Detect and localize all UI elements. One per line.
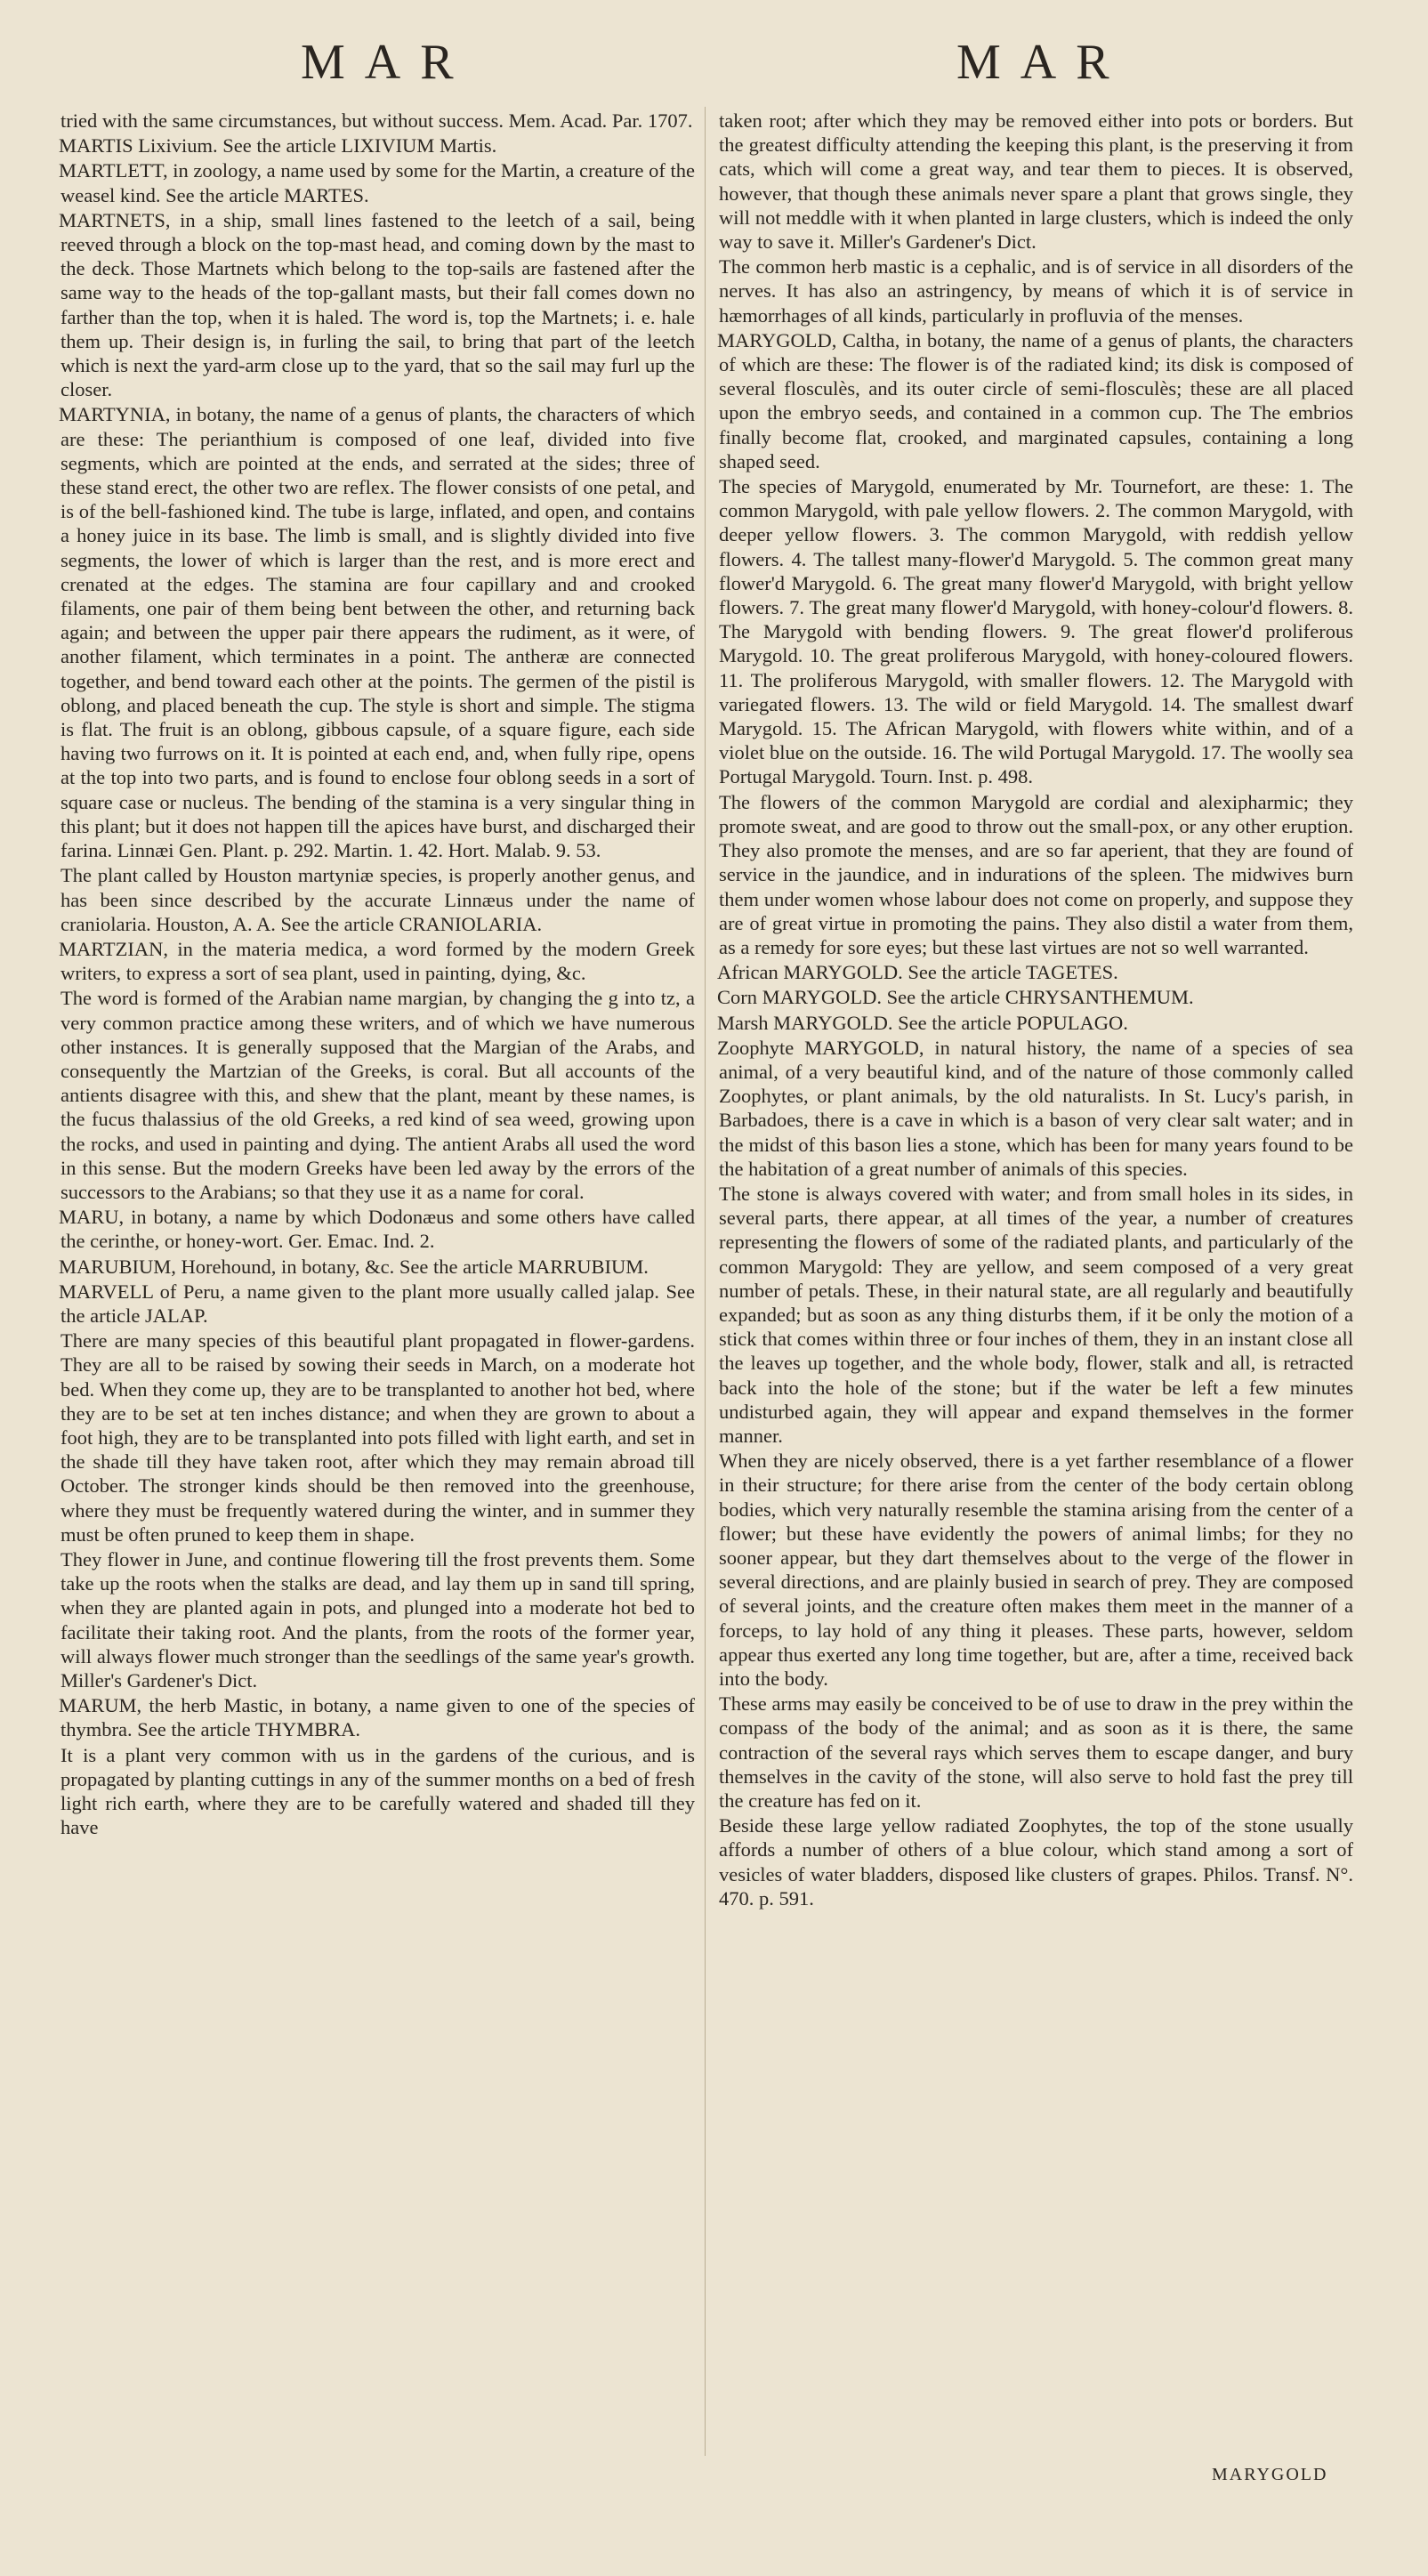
column-divider xyxy=(705,107,706,2456)
paragraph: There are many species of this beautiful plant propagated in flower-gardens. They are all to be raised by sowing their seeds in March, on a moderate hot bed. When they come up, they are to be transplanted to another hot bed, where they are to be set at ten inches distance; and when they are grown to about a foot high, they are to be transplanted into pots filled with light earth, and set in the shade till they have taken root, after which they may remain abroad till October. The stronger kinds should be then removed into the greenhouse, where they must be frequently watered during the winter, and in summer they must be often pruned to keep them in shape. xyxy=(61,1329,695,1546)
entry-marsh-marygold: Marsh MARYGOLD. See the article POPULAGO. xyxy=(717,1011,1128,1034)
paragraph: Beside these large yellow radiated Zoophytes, the top of the stone usually affords a number of others of a blue colour, which stand among a sort of vesicles of water bladders, disposed like clusters of grapes. Philos. Transf. N°. 470. p. 591. xyxy=(719,1814,1353,1910)
paragraph: tried with the same circumstances, but without success. Mem. Acad. Par. 1707. xyxy=(61,109,693,132)
entry-martynia: MARTYNIA, in botany, the name of a genus of plants, the characters of which are these: The perianthium is composed of one leaf, divided into five segments, which are pointed at the ends, and serrated at the sides; three of these stand erect, the other two are reflex. The flower consists of one petal, and is of the bell-fashioned kind. The tube is large, inflated, and open, and contains a honey juice in its base. The limb is small, and is slightly divided into five segments, the lower of which is larger than the rest, and is more erect and crenated at the edges. The stamina are four capillary and and crooked filaments, one pair of them being bent between the other, and returning back again; and between the upper pair there appears the rudiment, as it were, of another filament, which terminates in a point. The antheræ are connected together, and bend toward each other at the points. The germen of the pistil is oblong, and placed beneath the cup. The style is short and simple. The stigma is flat. The fruit is an oblong, gibbous capsule, of a square figure, each side having two furrows on it. It is pointed at each end, and, when fully ripe, opens at the top into two parts, and is found to enclose four oblong seeds in a sort of square case or nucleus. The bending of the stamina is a very singular thing in this plant; but it does not happen till the apices have burst, and discharged their farina. Linnæi Gen. Plant. p. 292. Martin. 1. 42. Hort. Malab. 9. 53. xyxy=(59,403,695,862)
right-column xyxy=(719,109,1353,1911)
entry-martis-lixivium: MARTIS Lixivium. See the article LIXIVIUM Martis. xyxy=(59,134,497,157)
entry-maru: MARU, in botany, a name by which Dodonæus and some others have called the cerinthe, or honey-wort. Ger. Emac. Ind. 2. xyxy=(59,1206,695,1253)
paragraph: They flower in June, and continue flowering till the frost prevents them. Some take up the roots when the stalks are dead, and lay them up in sand till spring, when they are planted again in pots, and plunged into a moderate hot bed to facilitate their taking root. And the plants, from the roots of the former year, will always flower much stronger than the seedlings of the same year's growth. Miller's Gardener's Dict. xyxy=(61,1547,695,1692)
entry-marygold: MARYGOLD, Caltha, in botany, the name of a genus of plants, the characters of which are these: The flower is of the radiated kind; its disk is composed of several flosculès, and its outer circle of semi-flosculès; these are all placed upon the embryo seeds, and contained in a common cup. The The embrios finally become flat, crooked, and marginated capsules, containing a long shaped seed. xyxy=(717,328,1353,472)
left-column xyxy=(61,109,695,1840)
entry-martlett: MARTLETT, in zoology, a name used by some for the Martin, a creature of the weasel kind. See the article MARTES. xyxy=(59,159,695,206)
entry-marum: MARUM, the herb Mastic, in botany, a name given to one of the species of thymbra. See the article THYMBRA. xyxy=(59,1694,695,1741)
paragraph: The word is formed of the Arabian name margian, by changing the g into tz, a very common practice among these writers, and of which we have numerous other instances. It is generally supposed that the Margian of the Arabs, and consequently the Martzian of the Greeks, is coral. But all accounts of the antients disagree with this, and shew that the plant, meant by these names, is the fucus thalassius of the old Greeks, a red kind of sea weed, growing upon the rocks, and used in painting and dying. The antient Arabs all used the word in this sense. But the modern Greeks have been led away by the errors of the successors to the Arabians; so that they use it as a name for coral. xyxy=(61,987,695,1203)
entry-martnets: MARTNETS, in a ship, small lines fastened to the leetch of a sail, being reeved through a block on the top-mast head, and coming down by the mast to the deck. Those Martnets which belong to the top-sails are fastened after the same way to the heads of the top-gallant masts, but their fall comes down no farther than the top, when it is haled. The word is, top the Martnets; i. e. hale them up. Their design is, in furling the sail, to bring that part of the leetch which is next the yard-arm close up to the yard, that so the sail may furl up the closer. xyxy=(59,208,695,401)
paragraph: It is a plant very common with us in the gardens of the curious, and is propagated by planting cuttings in any of the summer months on a bed of fresh light rich earth, where they are to be carefully watered and shaded till they have xyxy=(61,1743,695,1839)
running-head-left: MAR xyxy=(301,35,473,90)
entry-corn-marygold: Corn MARYGOLD. See the article CHRYSANTHEMUM. xyxy=(717,986,1194,1009)
entry-marubium: MARUBIUM, Horehound, in botany, &c. See the article MARRUBIUM. xyxy=(59,1255,649,1278)
paragraph: taken root; after which they may be removed either into pots or borders. But the greatest difficulty attending the keeping this plant, is the preserving it from cats, which will come a great way, and tear them to pieces. It is observed, however, that though these animals never spare a plant that grows single, they will not meddle with it when planted in large clusters, which is indeed the only way to save it. Miller's Gardener's Dict. xyxy=(719,109,1353,254)
paragraph: These arms may easily be conceived to be of use to draw in the prey within the compass of the body of the animal; and as soon as it is there, the same contraction of the several rays which serves them to escape danger, and bury themselves in the cavity of the stone, will also serve to hold fast the prey till the creature has fed on it. xyxy=(719,1692,1353,1813)
catchword: MARYGOLD xyxy=(1212,2465,1328,2484)
entry-zoophyte-marygold: Zoophyte MARYGOLD, in natural history, the name of a species of sea animal, of a very beautiful kind, and of the nature of those commonly called Zoophytes, or plant animals, by the old naturalists. In St. Lucy's parish, in Barbadoes, there is a cave in which is a bason of very clear salt water; and in the midst of this bason lies a stone, which has been for many years found to be the habitation of a great number of animals of this species. xyxy=(717,1036,1353,1180)
entry-marvell: MARVELL of Peru, a name given to the plant more usually called jalap. See the article JALAP. xyxy=(59,1280,695,1327)
running-head-right: MAR xyxy=(956,35,1129,90)
paragraph: The flowers of the common Marygold are cordial and alexipharmic; they promote sweat, and are good to throw out the small-pox, or any other eruption. They also promote the menses, and are so far aperient, that they are found of service in the jaundice, and in indurations of the spleen. The midwives burn them under women whose labour does not come on properly, and suppose they are of great virtue in promoting the pains. They also distil a water from them, as a remedy for sore eyes; but these last virtues are not so well warranted. xyxy=(719,790,1353,958)
paragraph: The species of Marygold, enumerated by Mr. Tournefort, are these: 1. The common Marygold, with pale yellow flowers. 2. The common Marygold, with deeper yellow flowers. 3. The common Marygold, with reddish yellow flowers. 4. The tallest many-flower'd Marygold. 5. The common great many flower'd Marygold. 6. The great many flower'd Marygold, with bright yellow flowers. 7. The great many flower'd Marygold, with honey-colour'd flowers. 8. The Marygold with bending flowers. 9. The great flower'd proliferous Marygold. 10. The great proliferous Marygold, with honey-coloured flowers. 11. The proliferous Marygold, with smaller flowers. 12. The Marygold with variegated flowers. 13. The wild or field Marygold. 14. The smallest dwarf Marygold. 15. The African Marygold, with flowers white within, and of a violet blue on the outside. 16. The wild Portugal Marygold. 17. The woolly sea Portugal Marygold. Tourn. Inst. p. 498. xyxy=(719,475,1353,788)
paragraph: When they are nicely observed, there is a yet farther resemblance of a flower in their structure; for there arise from the center of the body certain oblong bodies, which very naturally resemble the stamina arising from the center of a flower; but these have evidently the powers of animal limbs; for they no sooner appear, but they dart themselves about to the verge of the flower in several directions, and are plainly busied in search of prey. They are composed of several joints, and the creature often makes them meet in the manner of a forceps, to lay hold of any thing it pleases. These parts, however, seldom appear thus exerted any long time together, but are, after a time, received back into the body. xyxy=(719,1450,1353,1690)
paragraph: The stone is always covered with water; and from small holes in its sides, in several parts, there appear, at all times of the year, a number of creatures representing the flowers of some of the radiated plants, and particularly of the common Marygold: They are yellow, and seem composed of a very great number of petals. These, in their natural state, are all regularly and beautifully expanded; but as soon as any thing disturbs them, if it be only the motion of a stick that comes within three or four inches of them, they in an instant close all the leaves up together, and the whole body, flower, stalk and all, is retracted back into the hole of the stone; but if the water be left a few minutes undisturbed again, they will appear and expand themselves in the former manner. xyxy=(719,1182,1353,1447)
entry-african-marygold: African MARYGOLD. See the article TAGETES. xyxy=(717,961,1118,984)
entry-martzian: MARTZIAN, in the materia medica, a word formed by the modern Greek writers, to express a sort of sea plant, used in painting, dying, &c. xyxy=(59,937,695,985)
paragraph: The plant called by Houston martyniæ species, is properly another genus, and has been since described by the accurate Linnæus under the name of craniolaria. Houston, A. A. See the article CRANIOLARIA. xyxy=(61,864,695,935)
paragraph: The common herb mastic is a cephalic, and is of service in all disorders of the nerves. It has also an astringency, by means of which it is of service in hæmorrhages of all kinds, particularly in profluvia of the menses. xyxy=(719,255,1353,327)
